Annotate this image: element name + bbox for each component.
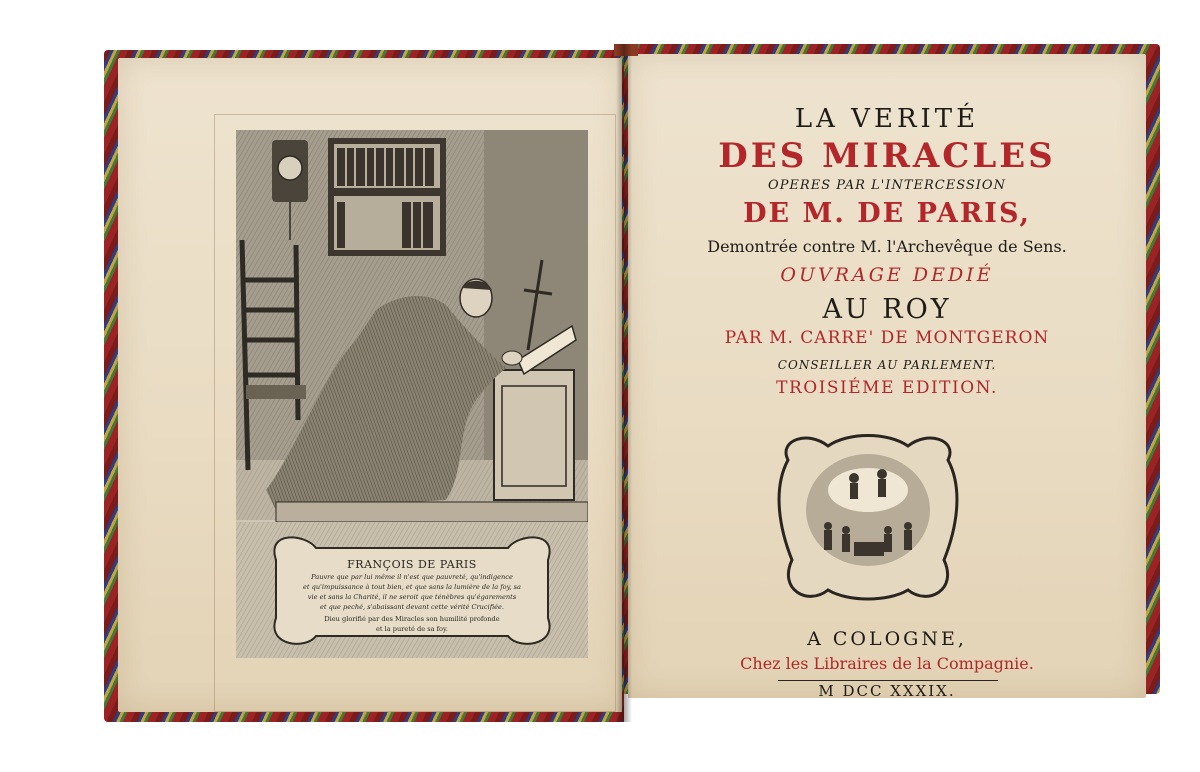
gutter-shadow	[616, 44, 632, 722]
title-line-edition: TROISIÉME EDITION.	[776, 378, 998, 398]
cartouche-line-3: vie et sans la Charité, il ne seroit que ténèbres qu'égarements	[307, 593, 517, 601]
title-line-de-m-de-paris: DE M. DE PARIS,	[743, 198, 1031, 229]
imprint-place: A COLOGNE,	[807, 628, 967, 650]
frontispiece-page	[118, 58, 622, 712]
frontispiece-engraving	[236, 130, 588, 658]
cartouche-motto-1: Dieu glorifié par des Miracles son humilité profonde	[324, 615, 500, 623]
imprint-year: M DCC XXXIX.	[818, 682, 956, 700]
imprint-publisher: Chez les Libraires de la Compagnie.	[740, 654, 1034, 673]
cartouche-motto-2: et la pureté de sa foy.	[376, 625, 448, 633]
open-book	[104, 44, 1160, 724]
title-line-demontree: Demontrée contre M. l'Archevêque de Sens.	[707, 237, 1067, 256]
title-line-la-verite: LA VERITÉ	[794, 104, 980, 134]
title-page-content	[628, 54, 1146, 698]
title-line-ouvrage-dedie: OUVRAGE DEDIÉ	[780, 264, 994, 286]
cartouche-line-2: et qu'impuissance à tout bien, et que sans la lumière de la foy, sa	[303, 583, 521, 591]
allegorical-vignette-image	[768, 430, 968, 606]
title-line-author: PAR M. CARRE' DE MONTGERON	[724, 328, 1050, 348]
imprint-rule-top	[778, 680, 998, 681]
cartouche-line-4: et que peché, s'abaissant devant cette vérité Crucifiée.	[319, 603, 505, 611]
title-line-operes: OPERES PAR L'INTERCESSION	[768, 178, 1006, 193]
cartouche-name: FRANÇOIS DE PARIS	[347, 558, 477, 571]
title-line-des-miracles: DES MIRACLES	[718, 136, 1056, 176]
title-line-conseiller: CONSEILLER AU PARLEMENT.	[777, 358, 997, 372]
title-line-au-roy: AU ROY	[822, 294, 952, 325]
cartouche-line-1: Pauvre que par lui même il n'est que pauvreté, qu'indigence	[311, 573, 513, 581]
